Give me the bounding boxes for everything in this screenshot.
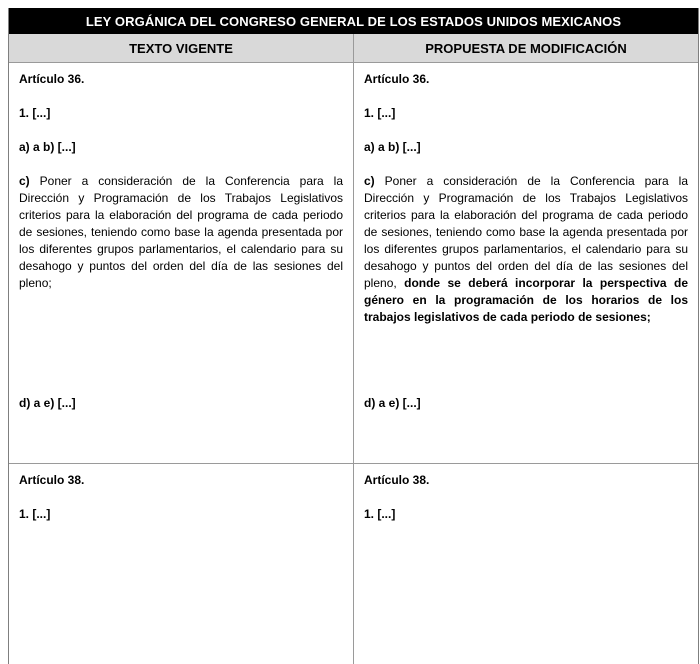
paragraph-d-e: d) a e) [...] [19,396,76,410]
current-article-38-cell [9,464,353,664]
paragraph-c-label: c) [364,174,375,188]
article-heading: Artículo 38. [364,473,430,487]
comparison-table [8,8,699,664]
article-38-row [9,464,698,664]
article-heading: Artículo 36. [19,72,85,86]
paragraph-1: 1. [...] [364,106,396,120]
paragraph-c [364,173,688,326]
paragraph-d-e: d) a e) [...] [364,396,421,410]
proposed-article-38-cell [353,464,698,664]
article-heading: Artículo 36. [364,72,430,86]
paragraph-1: 1. [...] [364,507,396,521]
paragraph-1: 1. [...] [19,106,51,120]
table-title: LEY ORGÁNICA DEL CONGRESO GENERAL DE LOS ESTADOS UNIDOS MEXICANOS [9,8,698,34]
article-36-row [9,63,698,464]
paragraph-a-b: a) a b) [...] [19,140,76,154]
header-current-text: TEXTO VIGENTE [129,40,233,56]
paragraph-c-added-text: donde se deberá incorporar la perspectiva de género en la programación de los horarios de los trabajos legislativos de cada periodo de sesiones; [364,276,688,324]
article-heading: Artículo 38. [19,473,85,487]
paragraph-1: 1. [...] [19,507,51,521]
header-proposed-text: PROPUESTA DE MODIFICACIÓN [353,34,698,62]
current-article-36-cell [9,63,353,463]
paragraph-c-label: c) [19,174,30,188]
paragraph-c-text: Poner a consideración de la Conferencia para la Dirección y Programación de los Trabajos Legislativos criterios para la elaboración del programa de cada periodo de sesiones, teniendo como base la agenda presentada por los diferentes grupos parlamentarios, el calendario para su desahogo y puntos del orden del día de las sesiones del pleno, [364,174,688,290]
header-row [9,34,698,63]
paragraph-c-text: Poner a consideración de la Conferencia para la Dirección y Programación de los Trabajos Legislativos criterios para la elaboración del programa de cada periodo de sesiones, teniendo como base la agenda presentada por los diferentes grupos parlamentarios, el calendario para su desahogo y puntos del orden del día de las sesiones del pleno; [19,174,343,290]
paragraph-c [19,173,343,292]
proposed-article-36-cell [353,63,698,463]
paragraph-a-b: a) a b) [...] [364,140,421,154]
